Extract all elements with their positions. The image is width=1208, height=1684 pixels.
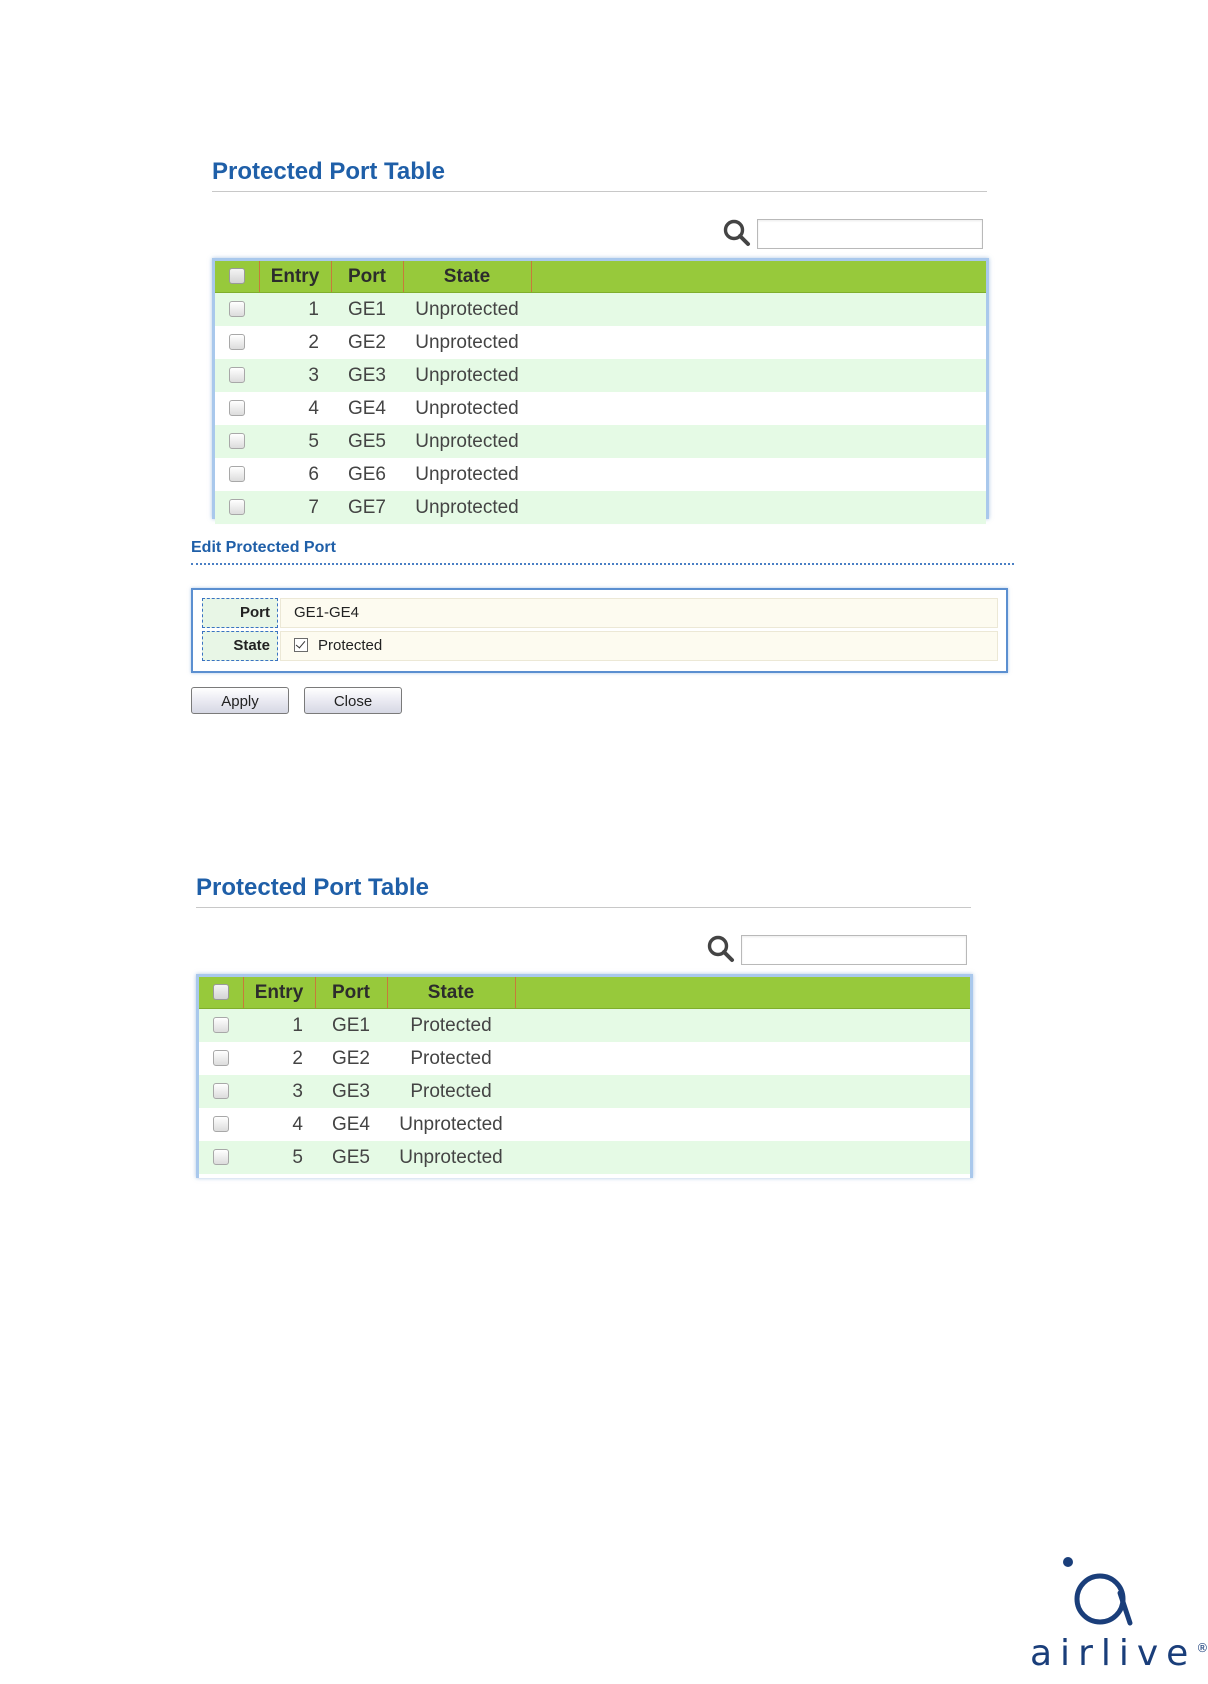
cell-port: GE7 (331, 491, 403, 524)
cell-state: Unprotected (403, 491, 531, 524)
cell-port: GE5 (315, 1141, 387, 1174)
cell-entry: 1 (243, 1009, 315, 1043)
port-row (202, 598, 998, 628)
state-protected-label[interactable]: Protected (318, 637, 383, 654)
cell-entry: 4 (259, 392, 331, 425)
table-row[interactable] (215, 425, 986, 458)
select-all-checkbox[interactable] (199, 977, 243, 1009)
cell-entry: 5 (259, 425, 331, 458)
logo-text: airlive (1030, 1633, 1197, 1674)
table-row[interactable] (215, 491, 986, 524)
state-protected-checkbox[interactable] (294, 638, 308, 652)
row-checkbox[interactable] (213, 1050, 229, 1066)
cell-state: Protected (387, 1042, 515, 1075)
checkbox-icon[interactable] (213, 984, 229, 1000)
column-header-filler (531, 261, 986, 293)
airlive-logo (1030, 1633, 1208, 1674)
checkbox-icon[interactable] (229, 268, 245, 284)
cell-state: Unprotected (403, 392, 531, 425)
edit-panel-title: Edit Protected Port (191, 539, 336, 556)
cell-entry: 7 (259, 491, 331, 524)
apply-button[interactable]: Apply (191, 687, 289, 714)
edit-form (191, 588, 1008, 673)
cell-entry: 2 (243, 1042, 315, 1075)
column-header-port[interactable]: Port (331, 261, 403, 293)
row-checkbox[interactable] (229, 466, 245, 482)
cell-entry: 3 (259, 359, 331, 392)
row-checkbox[interactable] (229, 334, 245, 350)
row-checkbox[interactable] (229, 301, 245, 317)
page-title-after: Protected Port Table (196, 874, 429, 901)
column-header-filler (515, 977, 970, 1009)
table-header-row (199, 977, 970, 1009)
row-checkbox[interactable] (213, 1017, 229, 1033)
row-checkbox[interactable] (213, 1116, 229, 1132)
cell-entry: 1 (259, 293, 331, 327)
column-header-state[interactable]: State (387, 977, 515, 1009)
state-row (202, 631, 998, 661)
cell-port: GE3 (331, 359, 403, 392)
row-checkbox[interactable] (229, 400, 245, 416)
port-label: Port (202, 598, 278, 628)
airlive-logo-mark (1060, 1555, 1140, 1635)
table-row[interactable] (199, 1075, 970, 1108)
cell-port: GE1 (331, 293, 403, 327)
cell-port: GE6 (331, 458, 403, 491)
row-checkbox[interactable] (229, 499, 245, 515)
cell-state: Unprotected (403, 326, 531, 359)
table-row[interactable] (199, 1141, 970, 1174)
edit-title-divider (191, 563, 1014, 565)
cell-port: GE2 (315, 1042, 387, 1075)
cell-entry: 6 (259, 458, 331, 491)
table-row[interactable] (215, 326, 986, 359)
table-row[interactable] (215, 392, 986, 425)
table-header-row (215, 261, 986, 293)
cell-entry: 2 (259, 326, 331, 359)
search-input[interactable] (757, 219, 983, 249)
cell-entry: 5 (243, 1141, 315, 1174)
column-header-port[interactable]: Port (315, 977, 387, 1009)
select-all-checkbox[interactable] (215, 261, 259, 293)
row-checkbox[interactable] (229, 433, 245, 449)
row-checkbox[interactable] (213, 1083, 229, 1099)
cell-port: GE4 (315, 1108, 387, 1141)
search-input[interactable] (741, 935, 967, 965)
cell-port: GE1 (315, 1009, 387, 1043)
cell-state: Unprotected (387, 1141, 515, 1174)
cell-state: Protected (387, 1075, 515, 1108)
table-row[interactable] (199, 1108, 970, 1141)
title-divider (196, 907, 971, 908)
cell-state: Unprotected (387, 1108, 515, 1141)
table-row[interactable] (215, 359, 986, 392)
cell-state: Unprotected (403, 458, 531, 491)
state-label: State (202, 631, 278, 661)
table-row[interactable] (215, 458, 986, 491)
row-checkbox[interactable] (213, 1149, 229, 1165)
column-header-state[interactable]: State (403, 261, 531, 293)
protected-port-table (212, 258, 989, 519)
table-row[interactable] (199, 1042, 970, 1075)
table-row[interactable] (199, 1009, 970, 1043)
cell-port: GE4 (331, 392, 403, 425)
cell-port: GE3 (315, 1075, 387, 1108)
column-header-entry[interactable]: Entry (259, 261, 331, 293)
column-header-entry[interactable]: Entry (243, 977, 315, 1009)
cell-entry: 4 (243, 1108, 315, 1141)
cell-state: Unprotected (403, 359, 531, 392)
cell-entry: 3 (243, 1075, 315, 1108)
cell-state: Unprotected (403, 425, 531, 458)
row-checkbox[interactable] (229, 367, 245, 383)
port-value[interactable]: GE1-GE4 (280, 598, 998, 628)
page-title-before: Protected Port Table (212, 158, 445, 185)
close-button[interactable]: Close (304, 687, 402, 714)
search-icon[interactable] (722, 218, 752, 248)
cell-state: Protected (387, 1009, 515, 1043)
state-field (280, 631, 998, 661)
table-row[interactable] (215, 293, 986, 327)
title-divider (212, 191, 987, 192)
protected-port-table (196, 974, 973, 1178)
cell-state: Unprotected (403, 293, 531, 327)
registered-mark: ® (1196, 1641, 1208, 1655)
search-icon[interactable] (706, 934, 736, 964)
cell-port: GE5 (331, 425, 403, 458)
cell-port: GE2 (331, 326, 403, 359)
